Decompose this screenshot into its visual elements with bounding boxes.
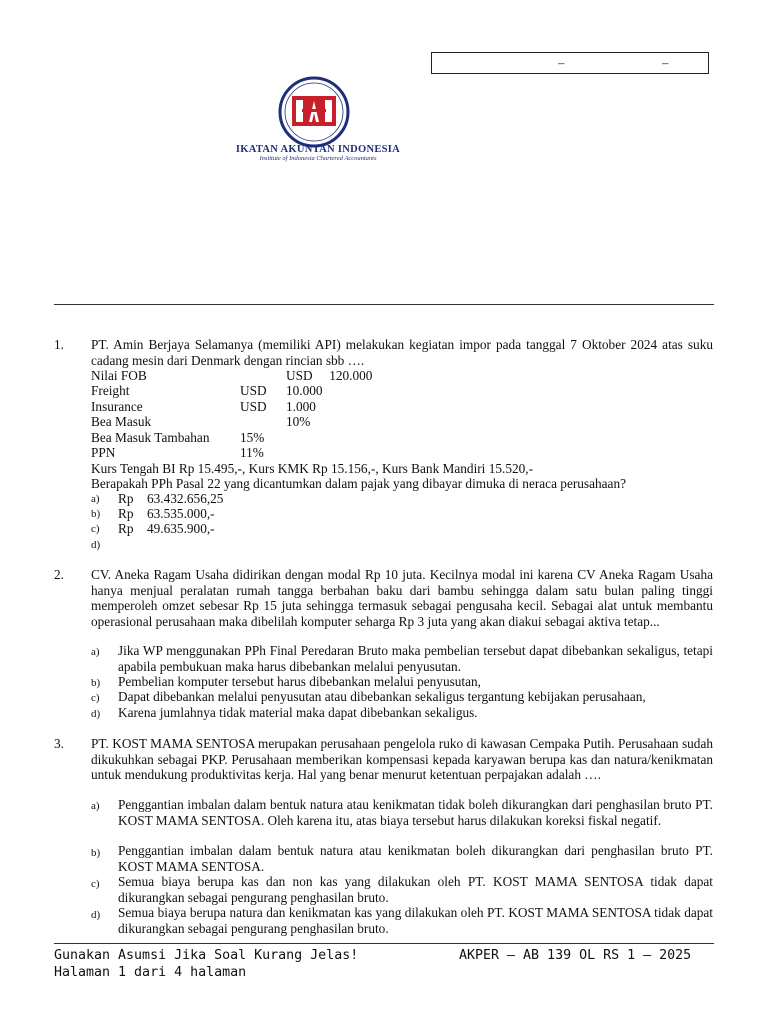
question-2-stem: CV. Aneka Ragam Usaha didirikan dengan modal Rp 10 juta. Kecilnya modal ini karena CV Aneka Ragam Usaha hanya menjual peralatan rumah tangga berbahan baku dari bambu sehingga dalam satu bulan paling tinggi memperoleh omzet sebesar Rp 15 juta sehingga termasuk sebagai pengusaha kecil. Sebagai alat untuk membantu operasional perusahaan maka dibelilah komputer seharga Rp 3 juta yang akan diakui sebagai aktiva tetap... — [91, 567, 713, 629]
option-letter: a) — [91, 800, 100, 812]
q1-row-currency: USD — [240, 399, 267, 414]
option-letter: a) — [91, 493, 100, 505]
q1-row-label: Freight — [91, 383, 130, 398]
option-letter: c) — [91, 692, 100, 704]
option-currency: Rp — [118, 491, 134, 506]
option-letter: d) — [91, 909, 101, 921]
option-currency: Rp — [118, 521, 134, 536]
header-code-box — [431, 52, 709, 74]
option-letter: b) — [91, 677, 101, 689]
option-text: 49.635.900,- — [147, 521, 215, 536]
org-name: IKATAN AKUNTAN INDONESIA — [235, 144, 401, 155]
footer-divider — [54, 943, 714, 944]
option-letter: b) — [91, 847, 101, 859]
q1-row-value: 10.000 — [286, 383, 323, 398]
footer-note: Gunakan Asumsi Jika Soal Kurang Jelas! — [54, 948, 359, 963]
option-letter: c) — [91, 523, 100, 535]
option-letter: b) — [91, 508, 101, 520]
q1-row-label: Nilai FOB — [91, 368, 147, 383]
q1-row-rate: 11% — [240, 445, 264, 460]
option-letter: d) — [91, 539, 101, 551]
q1-row-label: PPN — [91, 445, 116, 460]
q1-row-rate: 15% — [240, 430, 265, 445]
header-divider — [54, 304, 714, 305]
q1-row-currency: USD — [240, 383, 267, 398]
option-letter: a) — [91, 646, 100, 658]
q1-row-label: Bea Masuk Tambahan — [91, 430, 210, 445]
q1-row-label: Bea Masuk — [91, 414, 152, 429]
footer-page-number: Halaman 1 dari 4 halaman — [54, 965, 247, 980]
question-3-stem: PT. KOST MAMA SENTOSA merupakan perusahaan pengelola ruko di kawasan Cempaka Putih. Perusahaan sudah dikukuhkan sebagai PKP. Perusahaan memberikan kompensasi kepada karyawan berupa kas dan natura/kenikmatan untuk mendukung produktivitas kerja. Hal yang benar menurut ketentuan perpajakan adalah …. — [91, 736, 713, 782]
q1-row-value: 1.000 — [286, 399, 316, 414]
option-text: Penggantian imbalan dalam bentuk natura atau kenikmatan boleh dikurangkan dari penghasilan bruto PT. KOST MAMA SENTOSA. — [118, 843, 713, 874]
q1-kurs-info: Kurs Tengah BI Rp 15.495,-, Kurs KMK Rp 15.156,-, Kurs Bank Mandiri 15.520,- — [91, 461, 534, 476]
option-letter: c) — [91, 878, 100, 890]
question-number: 1. — [54, 337, 64, 352]
org-subtitle: Institute of Indonesia Chartered Accountants — [259, 155, 377, 162]
iai-logo — [278, 76, 350, 148]
header-box-separator: – — [662, 55, 669, 70]
header-box-separator: – — [558, 55, 565, 70]
option-text: Dapat dibebankan melalui penyusutan atau dibebankan sekaligus tergantung kebijakan perusahaan, — [118, 689, 646, 704]
q1-row-label: Insurance — [91, 399, 143, 414]
option-letter: d) — [91, 708, 101, 720]
option-text: Semua biaya berupa natura dan kenikmatan kas yang dilakukan oleh PT. KOST MAMA SENTOSA tidak dapat dikurangkan sebagai pengurang penghasilan bruto. — [118, 905, 713, 936]
option-text: Semua biaya berupa kas dan non kas yang dilakukan oleh PT. KOST MAMA SENTOSA tidak dapat dikurangkan sebagai pengurang penghasilan bruto. — [118, 874, 713, 905]
option-text: Penggantian imbalan dalam bentuk natura atau kenikmatan tidak boleh dikurangkan dari penghasilan bruto PT. KOST MAMA SENTOSA. Oleh karena itu, atas biaya tersebut harus dilakukan koreksi fiskal negatif. — [118, 797, 713, 828]
option-text: 63.432.656,25 — [147, 491, 224, 506]
option-text: Karena jumlahnya tidak material maka dapat dibebankan sekaligus. — [118, 705, 478, 720]
q1-question: Berapakah PPh Pasal 22 yang dicantumkan dalam pajak yang dibayar dimuka di neraca perusahaan? — [91, 476, 627, 491]
q1-row-value: USD 120.000 — [286, 368, 373, 383]
q1-row-value: 10% — [286, 414, 311, 429]
option-text: Pembelian komputer tersebut harus dibebankan melalui penyusutan, — [118, 674, 481, 689]
option-currency: Rp — [118, 506, 134, 521]
footer-exam-code: AKPER – AB 139 OL RS 1 – 2025 — [459, 948, 692, 963]
question-number: 2. — [54, 567, 64, 582]
option-text: Jika WP menggunakan PPh Final Peredaran Bruto maka pembelian tersebut dapat dibebankan sekaligus, tetapi apabila pembukuan maka harus dibebankan melalui penyusutan. — [118, 643, 713, 674]
option-text: 63.535.000,- — [147, 506, 215, 521]
question-number: 3. — [54, 736, 64, 751]
question-1-stem: PT. Amin Berjaya Selamanya (memiliki API) melakukan kegiatan impor pada tanggal 7 Oktober 2024 atas suku cadang mesin dari Denmark dengan rincian sbb …. — [91, 337, 713, 368]
